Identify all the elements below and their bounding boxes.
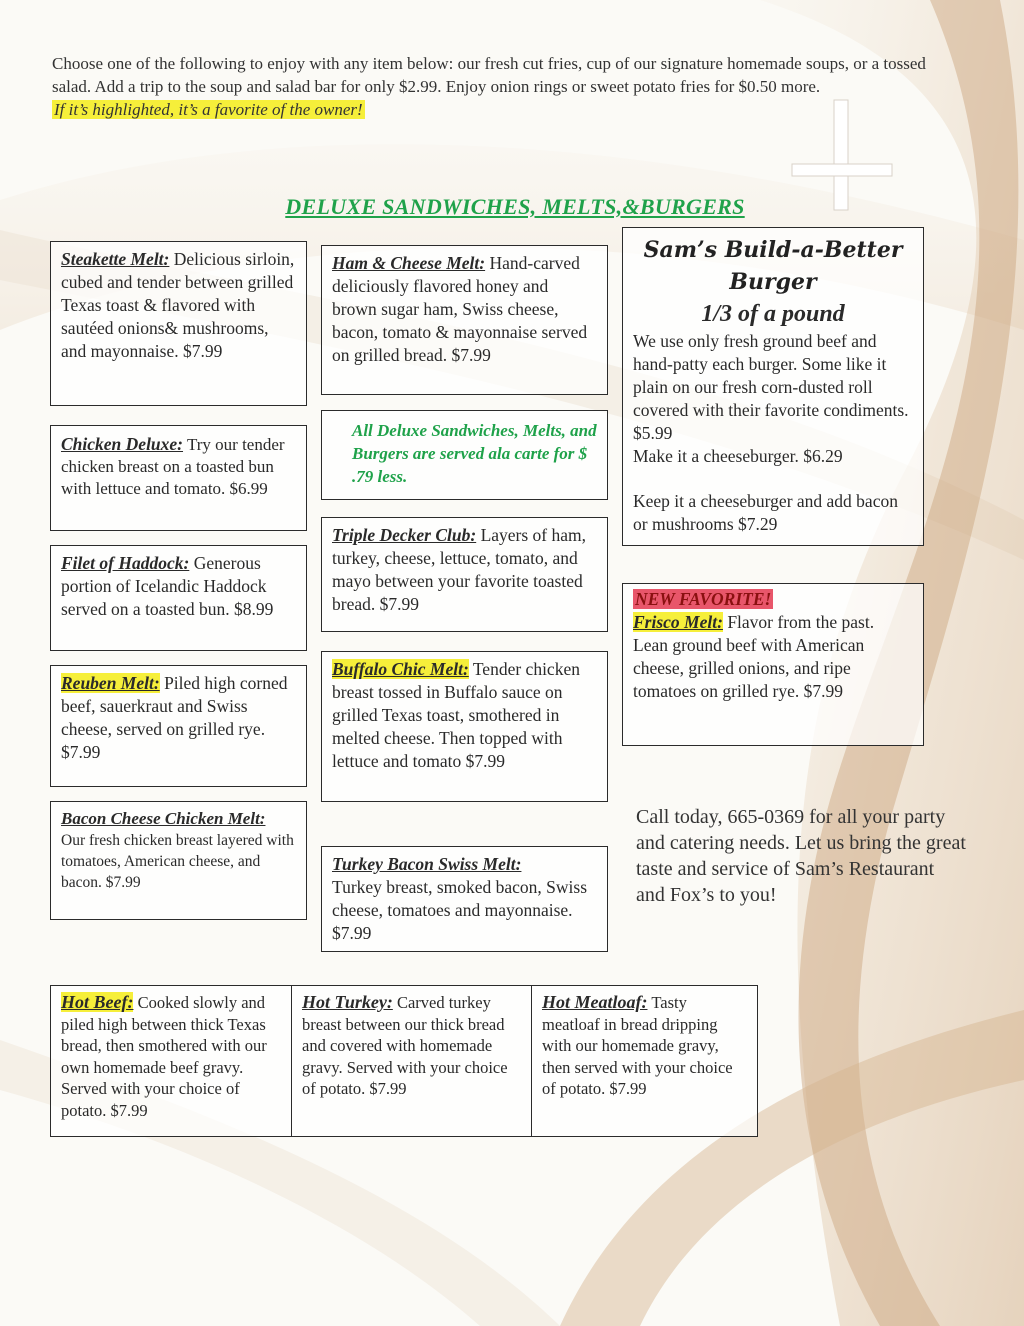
ala-carte-text: All Deluxe Sandwiches, Melts, and Burgers are served ala carte for $ .79 less.: [352, 421, 597, 486]
item-name: Triple Decker Club:: [332, 525, 477, 545]
item-desc: Our fresh chicken breast layered with tomatoes, American cheese, and bacon. $7.99: [61, 832, 294, 891]
highlight-note: If it’s highlighted, it’s a favorite of the owner!: [54, 100, 363, 119]
menu-item-filet-of-haddock: [50, 545, 307, 651]
item-name: Buffalo Chic Melt:: [332, 659, 469, 679]
item-desc-2: Lean ground beef with American cheese, grilled onions, and ripe tomatoes on grilled rye. $7.99: [633, 635, 865, 701]
menu-item-hot-turkey: [291, 985, 532, 1137]
menu-item-reuben-melt: [50, 665, 307, 787]
menu-item-hot-meatloaf: [531, 985, 758, 1137]
item-desc: Turkey breast, smoked bacon, Swiss cheese, tomatoes and mayonnaise. $7.99: [332, 877, 588, 943]
item-name: Reuben Melt:: [61, 673, 160, 693]
item-desc: Tasty meatloaf in bread dripping with our homemade gravy, then served with your choice of potato. $7.99: [542, 993, 733, 1098]
item-name: Filet of Haddock:: [61, 553, 190, 573]
ala-carte-note: [321, 410, 608, 500]
burger-bacon: Keep it a cheeseburger and add bacon or mushrooms $7.29: [633, 491, 898, 534]
item-desc: Generous portion of Icelandic Haddock served on a toasted bun. $8.99: [61, 553, 274, 619]
menu-item-chicken-deluxe: [50, 425, 307, 531]
item-desc: Piled high corned beef, sauerkraut and Swiss cheese, served on grilled rye. $7.99: [61, 673, 288, 762]
menu-item-turkey-bacon-swiss-melt: [321, 846, 608, 952]
item-name: Chicken Deluxe:: [61, 434, 184, 454]
item-name: Hot Beef:: [61, 992, 134, 1012]
item-name: Bacon Cheese Chicken Melt:: [61, 809, 266, 828]
menu-item-steakette-melt: [50, 241, 307, 406]
item-desc: Flavor from the past.: [722, 612, 875, 632]
item-name: Frisco Melt:: [633, 612, 723, 632]
menu-item-bacon-cheese-chicken-melt: [50, 801, 307, 920]
menu-item-hot-beef: [50, 985, 292, 1137]
intro-paragraph: Choose one of the following to enjoy with any item below: our fresh cut fries, cup of our signature homemade soups, or a tossed salad. Add a trip to the soup and salad bar for only $2.99. Enjoy onion rings or sweet potato fries for $0.50 more.: [52, 54, 926, 96]
item-desc: Carved turkey breast between our thick bread and covered with homemade gravy. Served with your choice of potato. $7.99: [302, 993, 508, 1098]
section-title: DELUXE SANDWICHES, MELTS,&BURGERS: [285, 194, 745, 219]
burger-title-2: Burger: [729, 269, 817, 295]
burger-title: Sam’s Build-a-Better: [643, 237, 903, 263]
item-desc: Layers of ham, turkey, cheese, lettuce, tomato, and mayo between your favorite toasted bread. $7.99: [332, 525, 587, 614]
menu-item-build-a-better-burger: [622, 227, 924, 546]
new-favorite-badge: NEW FAVORITE!: [635, 589, 772, 609]
menu-item-triple-decker-club: [321, 517, 608, 632]
item-name: Steakette Melt:: [61, 249, 170, 269]
item-desc: Cooked slowly and piled high between thick Texas bread, then smothered with our own homemade beef gravy. Served with your choice of potato. $7.99: [61, 993, 267, 1120]
menu-item-frisco-melt: [622, 583, 924, 746]
menu-item-buffalo-chic-melt: [321, 651, 608, 802]
burger-cheese: Make it a cheeseburger. $6.29: [633, 446, 843, 466]
burger-desc: We use only fresh ground beef and hand-patty each burger. Some like it plain on our fresh corn-dusted roll covered with their favorite condiments. $5.99: [633, 331, 909, 443]
item-desc: Tender chicken breast tossed in Buffalo sauce on grilled Texas toast, smothered in melted cheese. Then topped with lettuce and tomato $7.99: [332, 659, 580, 771]
catering-callout: Call today, 665-0369 for all your party and catering needs. Let us bring the great taste and service of Sam’s Restaurant and Fox’s to you!: [636, 806, 966, 906]
menu-item-ham-cheese-melt: [321, 245, 608, 395]
item-name: Ham & Cheese Melt:: [332, 253, 486, 273]
intro-text: [52, 52, 952, 121]
item-desc: Hand-carved deliciously flavored honey and brown sugar ham, Swiss cheese, bacon, tomato & mayonnaise served on grilled bread. $7.99: [332, 253, 588, 365]
item-desc: Delicious sirloin, cubed and tender between grilled Texas toast & flavored with sautéed onions& mushrooms, and mayonnaise. $7.99: [61, 249, 295, 361]
item-name: Hot Turkey:: [302, 992, 393, 1012]
item-desc: Try our tender chicken breast on a toasted bun with lettuce and tomato. $6.99: [61, 435, 285, 498]
item-name: Hot Meatloaf:: [542, 992, 648, 1012]
item-name: Turkey Bacon Swiss Melt:: [332, 854, 522, 874]
burger-subtitle: 1/3 of a pound: [701, 301, 845, 327]
